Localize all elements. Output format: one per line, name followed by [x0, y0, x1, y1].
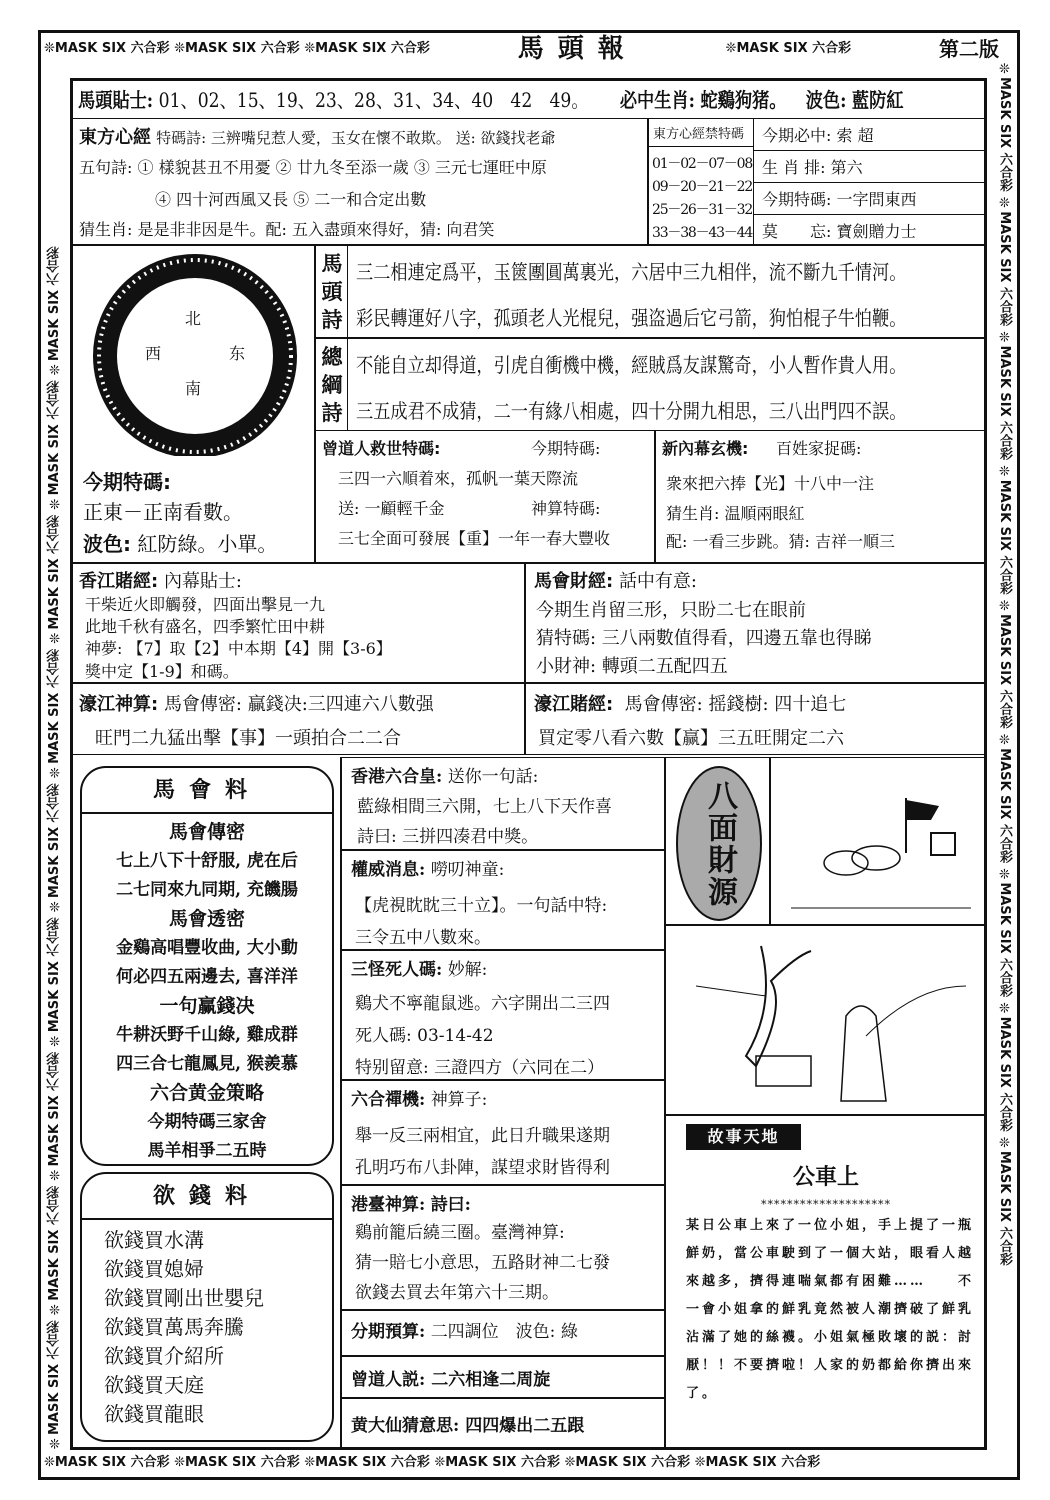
dongfang-poem: 特碼詩: 三辨嘴兒惹人愛，玉女在懷不敢欺。 送: 欲錢找老爺 — [156, 129, 556, 147]
section-line: 【虎視眈眈三十立】。一句話中特: — [355, 896, 608, 916]
middle-section — [340, 950, 665, 1080]
forbidden-row: 09－20－21－22 — [652, 179, 753, 195]
text-line: 欲錢買介紹所 — [104, 1344, 224, 1368]
info-label: 今期必中: — [762, 126, 832, 145]
text-line: 金鷄高唱豐收曲, 大小動 — [116, 938, 298, 958]
section-sub: 馬會傳密: 摇錢樹: 四十追七 — [624, 694, 847, 715]
poem-label-char: 詩 — [321, 400, 343, 425]
section-sub: 今期特碼: — [531, 439, 601, 458]
forbidden-row: 33－38－43－44 — [652, 225, 753, 241]
section-title: 香江賭經: — [79, 571, 159, 592]
section-line: 干柴近火即觸發，四面出擊見一九 — [85, 595, 326, 614]
section-sub: 內幕貼士: — [163, 571, 243, 592]
dongfang-section — [72, 118, 648, 245]
text-line: 今期特碼三家舍 — [147, 1112, 267, 1132]
middle-section — [340, 850, 665, 950]
tips-label: 馬頭貼士: — [78, 88, 154, 112]
text-line: 欲錢買天庭 — [104, 1373, 204, 1397]
section-line: 此地千秋有盛名，四季繁忙田中耕 — [85, 617, 326, 636]
compass-south: 南 — [185, 379, 202, 398]
section-sub: 話中有意: — [618, 571, 698, 592]
color-value: 藍防紅 — [851, 88, 904, 112]
dongfang-title: 東方心經 — [79, 127, 151, 148]
section-line: 今期生肖留三形，只盼二七在眼前 — [536, 600, 806, 621]
wuju-line-1: ① 樣貌甚丑不用憂 ② 廿九冬至添一歲 ③ 三元七運旺中原 — [137, 158, 547, 177]
section-line: 獎中定【1-9】和碼。 — [85, 662, 239, 681]
haojiang-shensuan-section — [72, 683, 525, 755]
info-value: 寶劍贈力士 — [836, 222, 917, 241]
tips-numbers: 01、02、15、19、23、28、31、34、40 42 49。 — [158, 88, 589, 112]
poem-line: 三五成君不成猜，二一有緣八相處，四十分開九相思，三八出門四不誤。 — [356, 399, 907, 423]
section-sub: 二四調位 波色: 綠 — [430, 1322, 578, 1342]
wuju-label: 五句詩: — [79, 158, 133, 177]
section-line: 送: 一顧輕千金 — [338, 499, 445, 518]
section-line: 猜一賠七小意思，五路財神二七發 — [355, 1253, 610, 1273]
forbidden-title: 東方心經禁特碼 — [649, 119, 754, 147]
border-strip-top-middle: ❊MASK SIX 六合彩 — [725, 41, 852, 56]
bamian-oval — [676, 766, 762, 921]
section-line: 猜生肖: 温順兩眼紅 — [666, 504, 805, 523]
box-title: 馬會料 — [82, 768, 332, 814]
section-line: 配: 一看三步跳。猜: 吉祥一順三 — [666, 532, 895, 551]
section-line: 衆來把六捧【光】十八中一注 — [666, 474, 875, 493]
forbidden-row: 01－02－07－08 — [652, 156, 753, 172]
section-line: 詩曰: 三拼四凑君中獎。 — [357, 827, 539, 847]
zonggang-poem-section — [315, 338, 985, 431]
box-title: 欲錢料 — [82, 1174, 332, 1220]
section-line: 孔明巧布八卦陣，謀望求財皆得利 — [355, 1158, 610, 1178]
text-line: 二七同來九同期, 充饑腸 — [116, 880, 298, 900]
sage-well-scene-icon — [666, 926, 985, 1115]
info-label: 莫 忘: — [762, 222, 832, 241]
text-line: 欲錢買剛出世嬰兒 — [104, 1286, 264, 1310]
bamian-title: 八面財源 — [702, 779, 737, 908]
sub-heading: 一句赢錢决 — [159, 995, 255, 1017]
section-line: 鷄犬不寧龍鼠逃。六字開出二三四 — [355, 994, 610, 1014]
section-title: 分期預算: — [351, 1322, 426, 1342]
neimu-section — [655, 430, 985, 563]
compass-wheel-icon — [73, 246, 315, 456]
compass-section — [72, 245, 315, 563]
masthead-title: 馬頭報 — [517, 34, 638, 64]
zodiac-label: 必中生肖: — [619, 88, 696, 112]
section-title: 新內幕玄機: — [662, 439, 749, 458]
section-title: 香港六合皇: — [351, 767, 443, 787]
section-line: 買定零八看六數【赢】三五旺開定二六 — [538, 728, 844, 749]
mahui-caijing-section — [525, 563, 985, 683]
section-line: 三令五中八數來。 — [355, 928, 491, 948]
poem-line: 不能自立却得道，引虎自衝機中機，經賊爲友謀驚奇，小人暫作貴人用。 — [356, 353, 907, 377]
middle-section — [340, 1185, 665, 1310]
text-line: 馬羊相爭二五時 — [147, 1141, 267, 1161]
xiangjiang-section — [72, 563, 525, 683]
compass-west: 西 — [145, 344, 162, 363]
mahuiliao-box — [80, 766, 334, 1166]
border-strip-right: ❊MASK SIX 六合彩 ❊MASK SIX 六合彩 ❊MASK SIX 六合彩 ❊MASK SIX 六合彩 ❊MASK SIX 六合彩 ❊MASK SIX 六合彩 ❊MASK SIX 六合彩 ❊MASK SIX 六合彩 ❊MASK SIX 六合彩 — [997, 62, 1012, 1266]
compass-color: 紅防綠。小單。 — [137, 532, 278, 556]
story-divider: ******************** — [761, 1198, 891, 1211]
section-title: 權威消息: — [351, 860, 426, 880]
border-strip-top: ❊MASK SIX 六合彩 ❊MASK SIX 六合彩 ❊MASK SIX 六合彩 — [44, 41, 430, 56]
section-sub: 神算子: — [430, 1090, 488, 1110]
poem-line: 彩民轉運好八字，孤頭老人光棍兒，强盗過后它弓箭，狗怕棍子牛怕鞭。 — [356, 306, 907, 330]
forbidden-row: 25－26－31－32 — [652, 202, 753, 218]
story-title: 公車上 — [792, 1164, 859, 1190]
desert-scene-icon — [771, 758, 985, 925]
section-line: 神夢: 【7】取【2】中本期【4】開【3-6】 — [85, 639, 392, 658]
section-sub: 詩曰: — [430, 1195, 471, 1215]
section-sub: 妙解: — [447, 960, 488, 980]
section-line: 三四一六順着來，孤帆一葉天際流 — [338, 469, 579, 488]
compass-line: 正東－正南看數。 — [83, 500, 243, 524]
text-line: 欲錢買媳婦 — [104, 1257, 204, 1281]
zodiac-value: 蛇鷄狗猪。 — [700, 88, 787, 112]
section-line: 三七全面可發展【重】一年一春大豐收 — [338, 529, 611, 548]
middle-section — [340, 1310, 665, 1356]
forbidden-numbers-table — [648, 118, 754, 245]
section-line: 曾道人説: 二六相逢二周旋 — [351, 1370, 551, 1390]
bamian-section — [665, 757, 770, 925]
info-value: 一字問東西 — [836, 190, 917, 209]
section-line: 特别留意: 三證四方（六同在二） — [355, 1058, 605, 1078]
matou-poem-section — [315, 245, 985, 338]
story-tag: 故事天地 — [686, 1124, 801, 1150]
text-line: 七上八下十舒服, 虎在后 — [116, 851, 298, 871]
section-title: 濠江賭經: — [534, 694, 614, 715]
section-title: 馬會財經: — [534, 571, 614, 592]
sub-heading: 馬會透密 — [168, 908, 245, 930]
section-sub: 送你一句話: — [447, 767, 539, 787]
info-label: 今期特碼: — [762, 190, 832, 209]
section-line: 藍綠相間三六開，七上八下天作喜 — [357, 797, 612, 817]
section-sub: 嘮叨神童: — [430, 860, 505, 880]
sub-heading: 馬會傳密 — [168, 821, 245, 843]
section-sub: 百姓家捉碼: — [776, 439, 862, 458]
text-line: 四三合七龍鳳見, 猴羨慕 — [116, 1054, 298, 1074]
section-line: 黄大仙猜意思: 四四爆出二五跟 — [351, 1416, 585, 1436]
section-line: 旺門二九猛出擊【事】一頭拍合二二合 — [95, 728, 401, 749]
section-sub: 馬會傳密: 贏錢决:三四連六八數强 — [163, 694, 434, 715]
info-value: 索 超 — [836, 126, 874, 145]
zeng-says — [340, 1356, 665, 1398]
compass-east: 东 — [229, 344, 246, 363]
text-line: 欲錢買水溝 — [104, 1228, 204, 1252]
section-line: 小財神: 轉頭二五配四五 — [536, 656, 728, 677]
poem-label-char: 詩 — [321, 307, 343, 332]
section-line: 舉一反三兩相宜，此日升職果遂期 — [355, 1126, 610, 1146]
color-label: 波色: — [805, 88, 847, 112]
haojiang-dujing-section — [525, 683, 985, 755]
sub-heading: 六合黄金策略 — [149, 1082, 264, 1104]
middle-section — [340, 757, 665, 850]
section-sub: 神算特碼: — [531, 499, 601, 518]
section-title: 港臺神算: — [351, 1195, 426, 1215]
edition-label: 第二版 — [939, 37, 999, 61]
masthead-bar — [44, 34, 1014, 64]
info-table — [753, 118, 985, 245]
section-title: 濠江神算: — [79, 694, 159, 715]
text-line: 欲錢買龍眼 — [104, 1402, 204, 1426]
border-strip-bottom: ❊MASK SIX 六合彩 ❊MASK SIX 六合彩 ❊MASK SIX 六合彩 ❊MASK SIX 六合彩 ❊MASK SIX 六合彩 ❊MASK SIX 六合彩 — [44, 1455, 821, 1470]
border-strip-left: ❊MASK SIX 六合彩 ❊MASK SIX 六合彩 ❊MASK SIX 六合彩 ❊MASK SIX 六合彩 ❊MASK SIX 六合彩 ❊MASK SIX 六合彩 ❊MASK SIX 六合彩 ❊MASK SIX 六合彩 ❊MASK SIX 六合彩 — [47, 246, 62, 1450]
section-line: 鷄前籠后繞三圈。臺灣神算: — [355, 1223, 565, 1243]
text-line: 欲錢買萬馬奔騰 — [104, 1315, 244, 1339]
illustration-animals — [770, 757, 985, 925]
info-value: 第六 — [830, 158, 863, 177]
poem-label-char: 總 — [321, 344, 343, 369]
poem-label-char: 馬 — [321, 251, 343, 276]
compass-color-label: 波色: — [83, 532, 131, 556]
text-line: 何必四五兩邊去, 喜洋洋 — [116, 967, 298, 987]
compass-north: 北 — [185, 309, 202, 328]
section-line: 欲錢去買去年第六十三期。 — [355, 1283, 559, 1303]
huang-daxian — [340, 1398, 665, 1448]
section-line: 猜特碼: 三八兩數值得看，四邊五靠也得睇 — [536, 628, 872, 649]
section-line: 死人碼: 03-14-42 — [355, 1026, 494, 1046]
text-line: 牛耕沃野千山綠, 雞成群 — [116, 1025, 298, 1045]
zengdaoren-section — [315, 430, 655, 563]
wuju-line-2: ④ 四十河西風又長 ⑤ 二一和合定出數 — [155, 190, 427, 209]
illustration-sage — [665, 925, 985, 1115]
poem-label-char: 頭 — [321, 279, 343, 304]
section-title: 三怪死人碼: — [351, 960, 443, 980]
info-label: 生 肖 排: — [762, 158, 826, 177]
section-title: 曾道人救世特碼: — [322, 439, 441, 458]
yuqianliao-box — [80, 1172, 334, 1442]
poem-line: 三二相連定爲平，玉篋團圓萬裏光，六居中三九相伴，流不斷九千情河。 — [356, 260, 907, 284]
story-text: 某日公車上來了一位小姐，手上提了一瓶鮮奶，當公車駛到了一個大站，眼看人越來越多，擠得連喘氣都有困難…… 不一會小姐拿的鮮乳竟然被人潮擠破了鮮乳沾滿了她的絲襪。小姐氣極敗壞的説：討厭！！不要擠啦！人家的奶都給你擠出來了。 — [686, 1218, 975, 1401]
poem-label-char: 綱 — [321, 372, 343, 397]
tips-row — [72, 82, 984, 118]
story-section — [665, 1115, 985, 1448]
section-title: 六合禪機: — [351, 1090, 426, 1110]
middle-section — [340, 1080, 665, 1185]
dongfang-guess: 猜生肖: 是是非非因是牛。配: 五入盡頭來得好，猜: 向君笑 — [79, 220, 495, 239]
compass-title: 今期特碼: — [83, 470, 171, 494]
